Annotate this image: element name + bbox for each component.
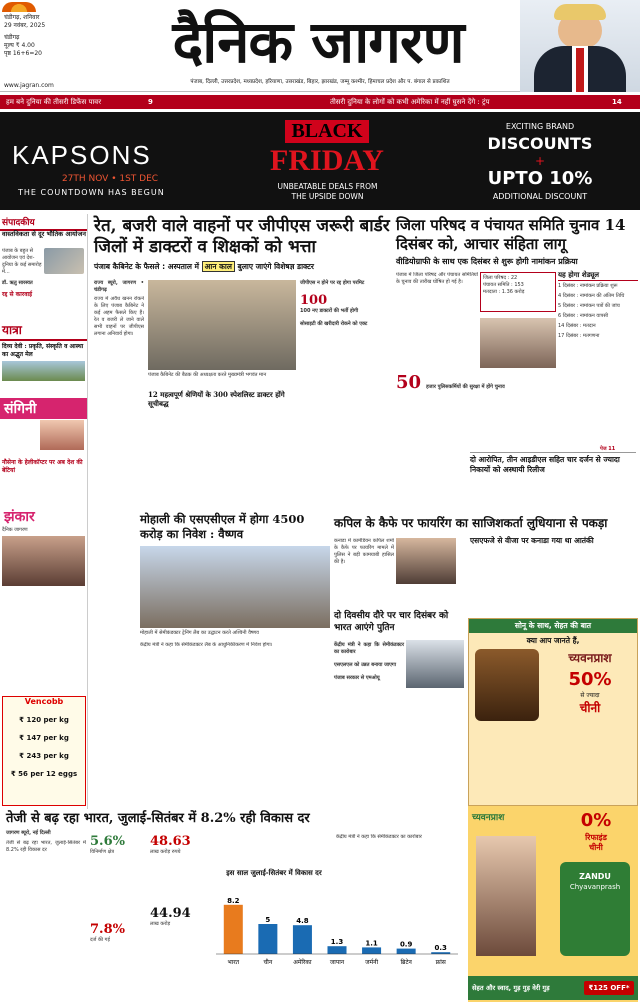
yatra-head: यात्रा (0, 320, 87, 341)
kapil-headline[interactable]: कपिल के कैफे पर फायरिंग का साजिशकर्ता लुधियाना से पकड़ा (334, 516, 608, 530)
bar-अमेरिका (293, 925, 312, 954)
zandu-ad[interactable] (468, 806, 638, 1002)
ad-r2: DISCOUNTS (487, 134, 593, 153)
zandu-zero: 0% (580, 810, 612, 831)
jhankar-head: झंकार (4, 509, 35, 525)
election-stats-box (480, 272, 556, 312)
price-3: ₹ 243 per kg (19, 752, 69, 760)
kapil-bullet-2: एसएलएल को उन्नत बनाया जाएगा (334, 662, 396, 668)
chart-title: इस साल जुलाई-सितंबर में विकास दर (226, 868, 322, 877)
yatra-photo (2, 361, 85, 381)
ad-black-label: BLACK (285, 120, 368, 143)
masthead (0, 0, 640, 92)
zandu-jar-label: ZANDU (579, 872, 611, 881)
election-num: 50 (396, 372, 422, 393)
category-label-चीन: चीन (263, 959, 273, 966)
election-sub: वीडियोग्राफी के साथ एक दिसंबर से शुरू होगी नामांकन प्रक्रिया (396, 256, 578, 266)
election-headline[interactable]: जिला परिषद व पंचायत समिति चुनाव 14 दिसंबर को, आचार संहिता लागू (396, 216, 626, 253)
zandu-jar (560, 862, 630, 956)
gdp-bar-chart (212, 888, 462, 974)
lead-sub: पंजाब कैबिनेट के फैसले : अस्पताल में (94, 262, 200, 271)
kapil-body: कनाडा में कामेडियन कपिल शर्मा के कैफे पर फायरिंग मामले में पुलिस ने बड़ी कामयाबी हासिल की है। (334, 538, 394, 565)
editorial-photo (44, 248, 84, 274)
ad-bf-sub1: UNBEATABLE DEALS FROM (277, 182, 378, 191)
sfj-headline[interactable]: एसएफजे से वीजा पर कनाडा गया था आतंकी (470, 536, 594, 545)
schedule-item-6: 17 दिसंबर : मतगणना (558, 333, 600, 339)
lead-photo-caption: पंजाब कैबिनेट की बैठक की अध्यक्षता करते मुख्यमंत्री भगवंत मान (148, 372, 267, 378)
kapsons-ad[interactable] (0, 112, 640, 210)
chyawanprash-ad[interactable] (468, 618, 638, 806)
lead-headline[interactable]: रेत, बजरी वाले वाहनों पर जीपीएस जरूरी बार्डर जिलों में डाक्टरों व शिक्षकों को भत्ता (94, 216, 390, 257)
election-stat-1: जिला परिषद : 22 (483, 275, 518, 281)
sangini-photo (40, 420, 84, 450)
bar-label-चीन: 5 (265, 916, 271, 924)
gdp-body: तेजी से बढ़ रहा भारत, जुलाई-सितंबर में 8.2% रही विकास दर (6, 840, 86, 853)
putin-headline[interactable]: दो दिवसीय दौरे पर चार दिसंबर को भारत आएंगे पुतिन (334, 611, 449, 633)
category-label-ब्रिटेन: ब्रिटेन (400, 959, 412, 966)
lead-sub-end: बुलाए जाएंगे विशेषज्ञ डाक्टर (237, 262, 314, 271)
schedule-title: यह होगा शेड्यूल (558, 270, 638, 281)
ad-chyawan-tag: सोनू के साथ, सेहत की बात (469, 619, 637, 633)
price-line: मूल्य ₹ 4.00 (4, 42, 35, 49)
gdp-v1: 5.6% (90, 834, 125, 849)
category-label-फ्रांस: फ्रांस (435, 959, 446, 966)
ad-r3: + (534, 154, 546, 168)
schedule-item-3: 5 दिसंबर : नामांकन पत्रों की जांच (558, 303, 620, 309)
chyawan-jar-dark (475, 649, 539, 721)
gdp-v3-txt: लाख करोड़ (150, 921, 171, 927)
bar-चीन (258, 924, 277, 954)
schedule-item-1: 1 दिसंबर : नामांकन प्रक्रिया शुरू (558, 283, 618, 289)
bar-भारत (224, 905, 243, 954)
schedule-item-5: 14 दिसंबर : मतदान (558, 323, 596, 329)
zandu-jar-label-2: Chyavanprash (569, 883, 621, 891)
zandu-model-photo (476, 836, 536, 956)
ad-r4: UPTO 10% (487, 168, 593, 189)
place-line: चंडीगढ़, शनिवार (4, 14, 40, 21)
strip-left-text[interactable]: हम बने दुनिया की तीसरी डिफेंस पावर (6, 98, 102, 106)
price-2: ₹ 147 per kg (19, 734, 69, 742)
sangini-text[interactable]: नौसेना के हेलीकॉप्टर पर अब देश की बेटियां (2, 459, 83, 474)
bar-label-अमेरिका: 4.8 (296, 917, 309, 926)
gdp-right-body: केंद्रीय मंत्री ने कहा कि सेमीकंडक्टर का कारोबार (336, 834, 422, 840)
category-label-जर्मनी: जर्मनी (365, 959, 379, 966)
website-line[interactable]: www.jagran.com (4, 82, 54, 89)
lead-photo (148, 280, 296, 370)
vencobb-title: Vencobb (24, 697, 64, 706)
lead-sub-highlight: आन काल (202, 261, 235, 272)
bar-label-जापान: 1.3 (330, 938, 344, 947)
zandu-cheeni: चीनी (589, 843, 603, 852)
editorial-body: पंजाब के बहुत से आयोजन एवं देश-दुनिया के कई समारोह में... (2, 248, 42, 275)
mohali-headline[interactable]: मोहाली की एसएसीएल में होगा 4500 करोड़ का निवेश : वैष्णव (140, 512, 305, 541)
lead-number-100: 100 (300, 293, 328, 308)
election-stat-3: मतदाता : 1.36 करोड़ (483, 289, 525, 295)
gdp-v4: 7.8% (90, 922, 125, 937)
bar-label-जर्मनी: 1.1 (365, 939, 378, 948)
kapil-bullet-3: पंजाब सरकार से एमओयू (334, 675, 380, 681)
lead-bullet-3: सोसाइटी की खरीदारी रोकने को एक्ट (300, 321, 368, 327)
strip-right-text[interactable]: तीसरी दुनिया के लोगों को कभी अमेरिका में नहीं घुसने देंगे : ट्रंप (330, 98, 490, 106)
deport-headline[interactable]: दो आरोपित, तीन आइडीएल सहित चार दर्जन से ज्यादा निकायों को अस्थायी रिलीज (470, 452, 636, 475)
price-4: ₹ 56 per 12 eggs (10, 770, 78, 778)
gdp-headline[interactable]: तेजी से बढ़ रहा भारत, जुलाई-सितंबर में 8.2% रही विकास दर (6, 811, 310, 826)
ad-chyawan-name: च्यवनप्राश (568, 651, 612, 665)
lead-body: राज्य में अवैध खनन रोकने के लिए पंजाब कैबिनेट ने कई अहम फैसले किए हैं। रेत व बजरी ले जाने वाले सभी वाहनों पर जीपीएस लगाना अनिवार्य होगा। (94, 296, 144, 337)
sangini-head: संगिनी (0, 398, 87, 419)
ad-tagline: THE COUNTDOWN HAS BEGUN (18, 188, 165, 197)
ad-friday-label: FRIDAY (270, 144, 384, 177)
category-label-जापान: जापान (329, 959, 345, 966)
mohali-photo (140, 546, 330, 628)
bar-label-फ्रांस: 0.3 (434, 944, 447, 953)
gdp-v2-txt: लाख करोड़ रुपये (150, 849, 181, 855)
ad-r1: EXCITING BRAND (505, 122, 575, 131)
ad-r5: ADDITIONAL DISCOUNT (492, 192, 588, 201)
zandu-refined: रिफाइंड (585, 833, 607, 842)
jhankar-photo (2, 536, 85, 586)
lead-byline: राज्य ब्यूरो, जागरण • चंडीगढ़ (94, 280, 144, 293)
bar-label-भारत: 8.2 (227, 896, 240, 905)
gdp-v4-txt: दर्ज की गई (90, 937, 110, 943)
gdp-v3: 44.94 (150, 906, 191, 921)
gdp-byline: जागरण ब्यूरो, नई दिल्ली (6, 830, 51, 836)
headline-strip (0, 95, 640, 109)
ad-brand: KAPSONS (12, 140, 152, 170)
pages-line: पृष्ठ 16+6=20 (4, 50, 42, 57)
strip-left-page: 9 (148, 98, 153, 106)
yatra-text[interactable]: दिव्य देवी : प्रकृति, संस्कृति व आस्था का अद्भुत मेल (2, 343, 84, 358)
gdp-body-col (6, 840, 86, 990)
bar-label-ब्रिटेन: 0.9 (399, 940, 413, 949)
strip-right-page: 14 (612, 98, 622, 106)
election-stat-2: पंचायत समिति : 153 (483, 282, 524, 288)
kapil-photo (396, 538, 456, 584)
editorial-author: डॉ. ऋतु सारस्वत (2, 280, 33, 286)
zandu-price: ₹125 OFF* (584, 981, 634, 995)
mohali-body: केंद्रीय मंत्री ने कहा कि सेमीकंडक्टर लैब के आधुनिकीकरण में निवेश होगा। (140, 642, 273, 648)
mohali-caption: मोहाली में सेमीकंडक्टर ट्रेनिंग लैब का उद्घाटन करते अश्विनी वैष्णव (140, 630, 259, 636)
bar-जर्मनी (362, 947, 381, 954)
sun-logo (2, 2, 52, 12)
schedule-item-2: 4 दिसंबर : नामांकन की अंतिम तिथि (558, 293, 625, 299)
ad-chyawan-percent: 50% (568, 669, 612, 690)
gdp-v1-txt: विनिर्माण क्षेत्र (90, 849, 114, 855)
publication-strap: पंजाब, दिल्ली, उत्तरप्रदेश, मध्यप्रदेश, हरियाणा, उत्तराखंड, बिहार, झारखंड, जम्मू कश्मीर, हिमाचल प्रदेश और प. बंगाल से प्रकाशित (190, 79, 450, 85)
editorial-title[interactable]: वास्तविकता से दूर भौतिक आयोजन (2, 230, 86, 238)
category-label-अमेरिका: अमेरिका (293, 959, 312, 966)
lead-bullet-2: 100 नए डाक्टरों की भर्ती होगी (300, 308, 359, 314)
election-photo (480, 318, 556, 368)
ad-chyawan-question: क्या आप जानते हैं, (526, 636, 580, 645)
ad-dates: 27TH NOV • 1ST DEC (61, 174, 159, 184)
jhankar-text: दैनिक जागरण (2, 527, 28, 533)
date-line: 29 नवंबर, 2025 (4, 22, 46, 29)
gdp-v2: 48.63 (150, 834, 191, 849)
edition-line: चंडीगढ़ (4, 34, 20, 41)
masthead-photo (520, 0, 640, 92)
left-column (0, 214, 88, 809)
election-body: पंजाब में जिला परिषद और पंचायत समितियों के चुनाव की तारीख घोषित हो गई है। (396, 272, 478, 285)
lead-side-head[interactable]: 12 महत्वपूर्ण श्रेणियों के 300 स्पेशलिस्ट डाक्टर होंगे सूचीबद्ध (148, 390, 285, 408)
election-num-text: हजार पुलिसकर्मियों की सुरक्षा में होंगे चुनाव (426, 384, 505, 390)
schedule-item-4: 6 दिसंबर : नामांकन वापसी (558, 313, 609, 319)
zandu-tagline: सेहत और स्वाद, गुड़ गुड़ वेरी गुड़ (472, 984, 550, 992)
category-label-भारत: भारत (227, 959, 240, 966)
lead-bullet-1: जीपीएस न होने पर रद्द होगा परमिट (300, 280, 365, 286)
zandu-footer (468, 976, 638, 1000)
editorial-head: संपादकीय (0, 214, 87, 231)
price-1: ₹ 120 per kg (19, 716, 69, 724)
election-page-ref[interactable]: पेज 11 (600, 446, 616, 452)
ad-bf-sub2: THE UPSIDE DOWN (291, 192, 364, 201)
bar-ब्रिटेन (397, 949, 416, 954)
ad-chyawan-cheeni: चीनी (579, 701, 601, 715)
ad-chyawan-more: से ज्यादा (580, 692, 600, 699)
kapil-bullet-1: केंद्रीय मंत्री ने कहा कि सेमीकंडक्टर का कारोबार (334, 642, 404, 655)
editorial-second-title[interactable]: रद्द से कारवाई (2, 291, 33, 298)
bar-जापान (327, 946, 346, 954)
putin-photo (406, 640, 464, 688)
zandu-brand: च्यवनप्राश (472, 813, 505, 823)
newspaper-title: दैनिक जागरण (172, 8, 464, 76)
vencobb-ad[interactable] (2, 696, 86, 806)
